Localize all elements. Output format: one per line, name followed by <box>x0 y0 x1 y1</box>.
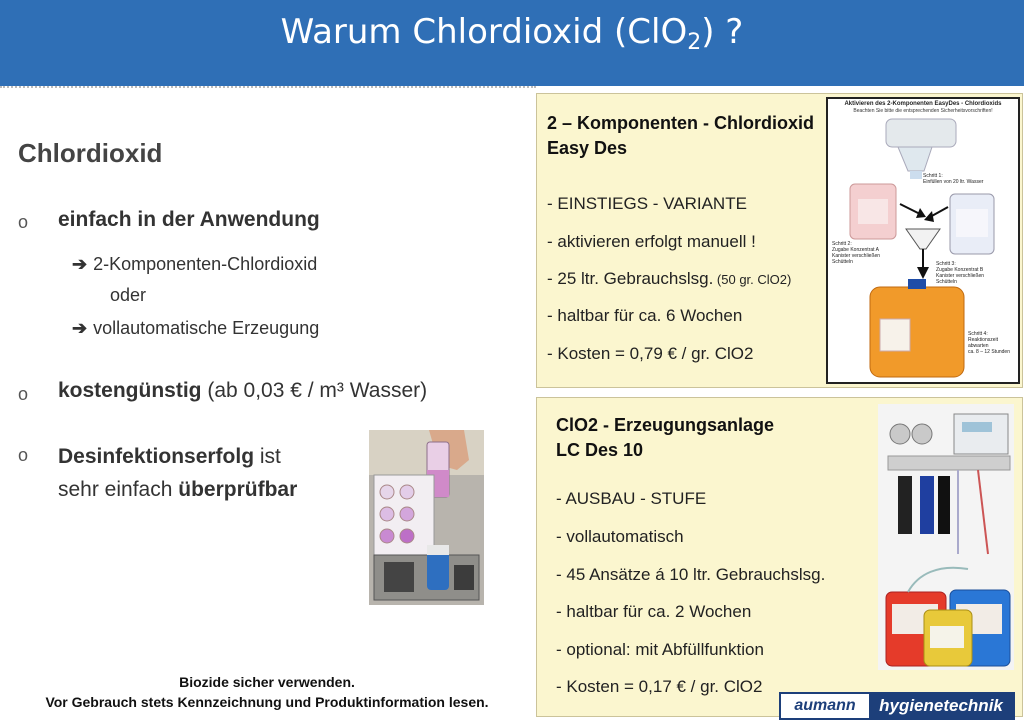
step-3-text <box>936 261 984 285</box>
panel-lc-des-line: - AUSBAU - STUFE <box>556 489 707 508</box>
panel-easy-des-line <box>547 269 791 289</box>
step-desc: Schütteln <box>936 279 957 285</box>
instruction-subtitle: Beachten Sie bitte die entsprechenden Sicherheitsvorschriften! <box>853 108 993 114</box>
bullet-marker: o <box>18 384 29 404</box>
title-text: Warum Chlordioxid (ClO <box>280 12 688 52</box>
panel-lc-des-title-1: ClO2 - Erzeugungsanlage <box>556 415 775 435</box>
step-desc: Zugabe Konzentrat A <box>832 247 879 253</box>
panel-lc-des <box>536 397 1023 717</box>
step-label: Schritt 3: <box>936 261 956 267</box>
test-kit-photo <box>369 430 484 605</box>
bullet-marker: o <box>18 445 29 465</box>
step-desc: Kanister verschließen <box>936 273 985 279</box>
bullet-simple-use-strong: einfach in der Anwendung <box>58 208 320 231</box>
brand-logo-part-2: hygienetechnik <box>869 694 1013 718</box>
bullet-disinfection <box>58 440 297 506</box>
panel-lc-des-title <box>556 413 774 463</box>
panel-easy-des <box>536 93 1023 388</box>
brand-logo-part-1: aumann <box>794 697 856 714</box>
dosing-unit-image <box>878 404 1014 670</box>
left-heading: Chlordioxid <box>18 138 163 168</box>
bullet-cost-strong: kostengünstig <box>58 379 202 402</box>
footer-notice <box>20 672 514 712</box>
step-label: Schritt 4: <box>968 331 988 337</box>
step-label: Schritt 2: <box>832 241 852 247</box>
sub-item-or: oder <box>110 285 147 305</box>
step-2-text <box>832 241 880 265</box>
step-4-text <box>968 331 1018 355</box>
title-subscript: 2 <box>687 30 702 55</box>
step-desc: Kanister verschließen <box>832 253 881 259</box>
panel-easy-des-line: - haltbar für ca. 6 Wochen <box>547 306 743 325</box>
sub-item-automatic <box>72 318 319 339</box>
arrow-right-icon: ➔ <box>72 254 88 274</box>
step-label: Schritt 1: <box>923 173 943 179</box>
step-desc: Zugabe Konzentrat B <box>936 267 984 273</box>
panel-lc-des-line: - optional: mit Abfüllfunktion <box>556 640 764 659</box>
brand-logo <box>779 692 1015 720</box>
bullet-disinfection-strong: Desinfektionserfolg <box>58 445 255 468</box>
step-1-text <box>923 173 983 185</box>
bullet-cost <box>58 379 427 403</box>
dosing-unit-illustration <box>878 404 1014 670</box>
footer-line-1: Biozide sicher verwenden. <box>179 674 355 690</box>
divider <box>0 86 536 88</box>
panel-lc-des-line: - haltbar für ca. 2 Wochen <box>556 602 752 621</box>
step-desc: ca. 8 – 12 Stunden <box>968 349 1010 355</box>
panel-lc-des-line: - vollautomatisch <box>556 527 684 546</box>
step-desc: Einfüllen von 20 ltr. Wasser <box>923 179 984 185</box>
panel-easy-des-title <box>547 111 814 161</box>
slide-title <box>0 12 1024 55</box>
sub-item-two-component <box>72 254 317 275</box>
step-desc: Schütteln <box>832 259 853 265</box>
panel-easy-des-title-2: Easy Des <box>547 138 628 158</box>
slide-header <box>0 0 1024 86</box>
footer-line-2: Vor Gebrauch stets Kennzeichnung und Produktinformation lesen. <box>45 694 489 710</box>
sub-item-two-component-text: 2-Komponenten-Chlordioxid <box>93 254 318 274</box>
title-end: ) ? <box>701 12 744 52</box>
bullet-disinfection-strong2: überprüfbar <box>178 478 298 501</box>
panel-easy-des-title-1: 2 – Komponenten - Chlordioxid <box>547 113 815 133</box>
bullet-simple-use <box>58 208 320 232</box>
panel-easy-des-line-small: (50 gr. ClO2) <box>713 272 792 287</box>
panel-easy-des-line: - Kosten = 0,79 € / gr. ClO2 <box>547 344 754 363</box>
panel-lc-des-title-2: LC Des 10 <box>556 440 644 460</box>
test-kit-illustration <box>369 430 484 605</box>
panel-easy-des-line: - EINSTIEGS - VARIANTE <box>547 194 747 213</box>
panel-easy-des-line-text: - 25 ltr. Gebrauchslsg. <box>547 269 714 288</box>
sub-item-automatic-text: vollautomatische Erzeugung <box>93 318 320 338</box>
step-desc: Reaktionszeit abwarten <box>968 337 999 349</box>
bullet-disinfection-prefix: sehr einfach <box>58 478 179 501</box>
panel-easy-des-line: - aktivieren erfolgt manuell ! <box>547 232 756 251</box>
bullet-disinfection-mid: ist <box>254 445 281 468</box>
bullet-cost-rest: (ab 0,03 € / m³ Wasser) <box>201 379 428 402</box>
panel-lc-des-line: - 45 Ansätze á 10 ltr. Gebrauchslsg. <box>556 565 826 584</box>
activation-instruction-image <box>826 97 1020 384</box>
bullet-marker: o <box>18 212 29 232</box>
arrow-right-icon: ➔ <box>72 318 88 338</box>
panel-lc-des-line: - Kosten = 0,17 € / gr. ClO2 <box>556 677 763 696</box>
instruction-title: Aktivieren des 2-Komponenten EasyDes - Chlordioxids <box>844 101 1002 107</box>
